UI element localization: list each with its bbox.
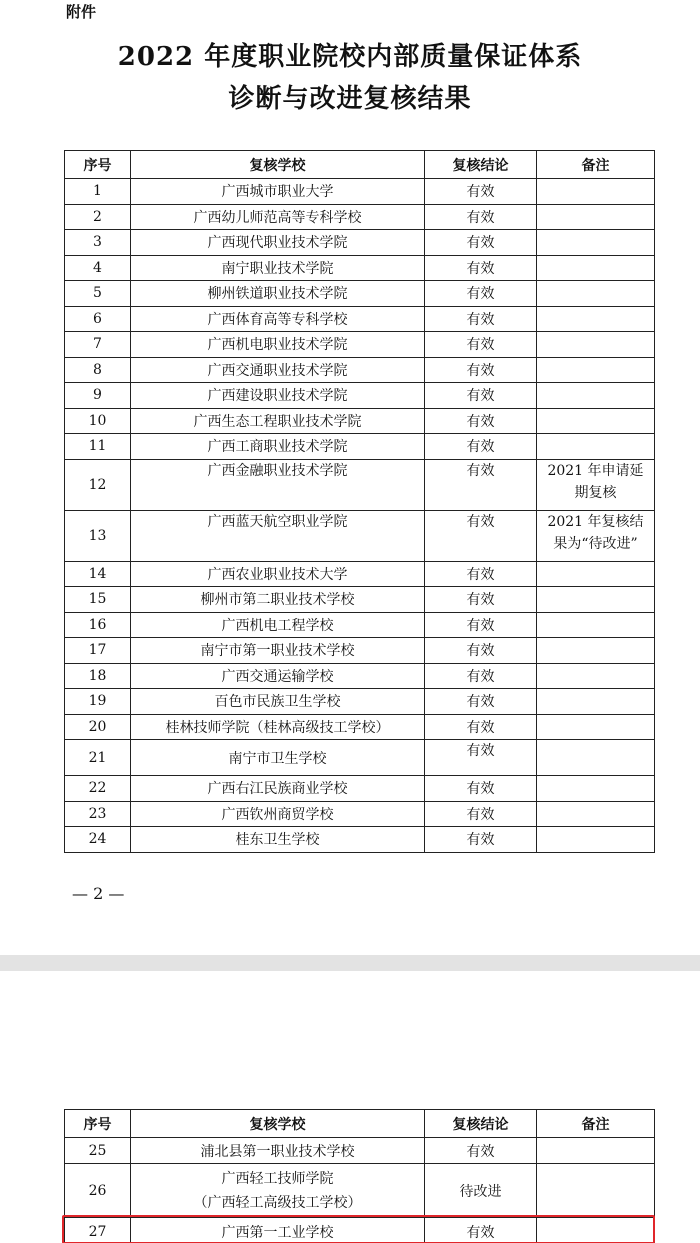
row-note <box>537 1164 655 1218</box>
row-school: 浦北县第一职业技术学校 <box>131 1138 425 1164</box>
row-school: 南宁市第一职业技术学校 <box>131 638 425 664</box>
page-number: — 2 — <box>72 884 125 903</box>
row-no: 4 <box>65 255 131 281</box>
row-note <box>537 740 655 776</box>
row-result: 有效 <box>425 740 537 776</box>
row-note <box>537 281 655 307</box>
row-school: 广西金融职业技术学院 <box>131 459 425 510</box>
row-note <box>537 1138 655 1164</box>
row-school: 广西机电工程学校 <box>131 612 425 638</box>
row-no: 5 <box>65 281 131 307</box>
row-no: 11 <box>65 434 131 460</box>
table-row <box>65 408 655 434</box>
table-row <box>65 827 655 853</box>
table-row <box>65 612 655 638</box>
row-note <box>537 714 655 740</box>
row-note <box>537 638 655 664</box>
row-note <box>537 587 655 613</box>
row-no: 12 <box>65 459 131 510</box>
header-school: 复核学校 <box>131 151 425 179</box>
table-row <box>65 434 655 460</box>
table-row <box>65 801 655 827</box>
row-result: 有效 <box>425 1138 537 1164</box>
row-note <box>537 510 655 561</box>
table-row <box>65 510 655 561</box>
row-result: 有效 <box>425 408 537 434</box>
row-note <box>537 689 655 715</box>
row-no: 19 <box>65 689 131 715</box>
row-result: 有效 <box>425 434 537 460</box>
table-row <box>65 255 655 281</box>
row-27-highlight-box <box>62 1215 655 1243</box>
row-school: 广西交通职业技术学院 <box>131 357 425 383</box>
document-page-2 <box>0 971 700 1243</box>
row-school: 柳州市第二职业技术学校 <box>131 587 425 613</box>
row-note <box>537 230 655 256</box>
row-result: 有效 <box>425 459 537 510</box>
row-result: 有效 <box>425 204 537 230</box>
header-no: 序号 <box>65 151 131 179</box>
school-line: （广西轻工高级技工学校） <box>193 1194 362 1211</box>
row-school: 广西农业职业技术大学 <box>131 561 425 587</box>
note-line: 2021 年申请延 <box>547 462 644 479</box>
row-result: 有效 <box>425 638 537 664</box>
header-note: 备注 <box>537 151 655 179</box>
row-note <box>537 827 655 853</box>
row-note <box>537 332 655 358</box>
row-no: 21 <box>65 740 131 776</box>
row-note <box>537 612 655 638</box>
row-no: 17 <box>65 638 131 664</box>
row-no: 23 <box>65 801 131 827</box>
row-no: 8 <box>65 357 131 383</box>
row-result: 有效 <box>425 776 537 802</box>
row-school: 广西现代职业技术学院 <box>131 230 425 256</box>
row-school: 桂林技师学院（桂林高级技工学校） <box>131 714 425 740</box>
row-no: 13 <box>65 510 131 561</box>
row-note <box>537 357 655 383</box>
row-result: 有效 <box>425 689 537 715</box>
row-school: 南宁职业技术学院 <box>131 255 425 281</box>
row-note <box>537 204 655 230</box>
row-school: 广西城市职业大学 <box>131 179 425 205</box>
school-line: 广西轻工技师学院 <box>221 1170 334 1187</box>
row-note <box>537 561 655 587</box>
row-no: 6 <box>65 306 131 332</box>
row-no: 2 <box>65 204 131 230</box>
row-school: 广西右江民族商业学校 <box>131 776 425 802</box>
row-result: 待改进 <box>425 1164 537 1218</box>
row-result: 有效 <box>425 179 537 205</box>
row-no: 16 <box>65 612 131 638</box>
table-row <box>65 204 655 230</box>
row-result: 有效 <box>425 281 537 307</box>
table-row <box>65 740 655 776</box>
row-result: 有效 <box>425 357 537 383</box>
table-header-row <box>65 1110 655 1138</box>
row-result: 有效 <box>425 1218 537 1243</box>
row-result: 有效 <box>425 561 537 587</box>
row-note <box>537 408 655 434</box>
row-result: 有效 <box>425 612 537 638</box>
table-row <box>65 714 655 740</box>
row-no: 26 <box>65 1164 131 1218</box>
row-school: 柳州铁道职业技术学院 <box>131 281 425 307</box>
header-result: 复核结论 <box>425 1110 537 1138</box>
row-school: 广西生态工程职业技术学院 <box>131 408 425 434</box>
table-row <box>65 179 655 205</box>
header-no: 序号 <box>65 1110 131 1138</box>
row-note <box>537 255 655 281</box>
row-school: 百色市民族卫生学校 <box>131 689 425 715</box>
row-school: 广西体育高等专科学校 <box>131 306 425 332</box>
row-result: 有效 <box>425 230 537 256</box>
header-school: 复核学校 <box>131 1110 425 1138</box>
row-note <box>537 306 655 332</box>
table-row <box>65 230 655 256</box>
row-no: 20 <box>65 714 131 740</box>
row-no: 24 <box>65 827 131 853</box>
row-result: 有效 <box>425 827 537 853</box>
table-header-row <box>65 151 655 179</box>
row-result: 有效 <box>425 332 537 358</box>
row-result: 有效 <box>425 255 537 281</box>
attachment-label: 附件 <box>66 3 97 21</box>
row-school: 广西机电职业技术学院 <box>131 332 425 358</box>
row-result: 有效 <box>425 714 537 740</box>
row-no: 15 <box>65 587 131 613</box>
row-school: 广西蓝天航空职业学院 <box>131 510 425 561</box>
table-row <box>65 306 655 332</box>
row-note <box>537 434 655 460</box>
header-result: 复核结论 <box>425 151 537 179</box>
page-separator <box>0 955 700 971</box>
row-result: 有效 <box>425 801 537 827</box>
row-school: 广西幼儿师范高等专科学校 <box>131 204 425 230</box>
row-school: 桂东卫生学校 <box>131 827 425 853</box>
note-line: 期复核 <box>574 484 617 501</box>
row-note <box>537 663 655 689</box>
note-line: 2021 年复核结 <box>547 513 644 530</box>
row-result: 有效 <box>425 383 537 409</box>
row-no: 14 <box>65 561 131 587</box>
row-no: 22 <box>65 776 131 802</box>
row-school: 广西工商职业技术学院 <box>131 434 425 460</box>
table-row <box>65 332 655 358</box>
note-line: 果为“待改进” <box>553 535 638 552</box>
row-no: 1 <box>65 179 131 205</box>
row-no: 7 <box>65 332 131 358</box>
row-school: 南宁市卫生学校 <box>131 740 425 776</box>
row-no: 25 <box>65 1138 131 1164</box>
table-row <box>65 383 655 409</box>
table-row <box>65 587 655 613</box>
table-row <box>65 561 655 587</box>
row-no: 10 <box>65 408 131 434</box>
row-no: 9 <box>65 383 131 409</box>
table-row <box>65 663 655 689</box>
results-table-page-1 <box>64 150 655 853</box>
row-note <box>537 383 655 409</box>
row-result: 有效 <box>425 510 537 561</box>
table-row <box>65 459 655 510</box>
row-no: 3 <box>65 230 131 256</box>
table-row <box>65 1138 655 1164</box>
table-row <box>65 689 655 715</box>
row-note <box>537 776 655 802</box>
row-result: 有效 <box>425 587 537 613</box>
table-row <box>65 281 655 307</box>
row-no: 27 <box>65 1218 131 1243</box>
row-result: 有效 <box>425 663 537 689</box>
page-title-line-2: 诊断与改进复核结果 <box>228 84 472 114</box>
table-row <box>65 638 655 664</box>
row-school: 广西建设职业技术学院 <box>131 383 425 409</box>
row-school <box>131 1164 425 1218</box>
row-school: 广西钦州商贸学校 <box>131 801 425 827</box>
row-note <box>537 179 655 205</box>
row-note <box>537 801 655 827</box>
row-note <box>537 459 655 510</box>
header-note: 备注 <box>537 1110 655 1138</box>
row-school: 广西第一工业学校 <box>131 1218 425 1243</box>
row-school: 广西交通运输学校 <box>131 663 425 689</box>
table-row <box>65 357 655 383</box>
row-result: 有效 <box>425 306 537 332</box>
page-title-line-1: 2022 年度职业院校内部质量保证体系 <box>117 42 583 72</box>
table-row <box>65 1164 655 1218</box>
row-no: 18 <box>65 663 131 689</box>
table-row <box>65 776 655 802</box>
